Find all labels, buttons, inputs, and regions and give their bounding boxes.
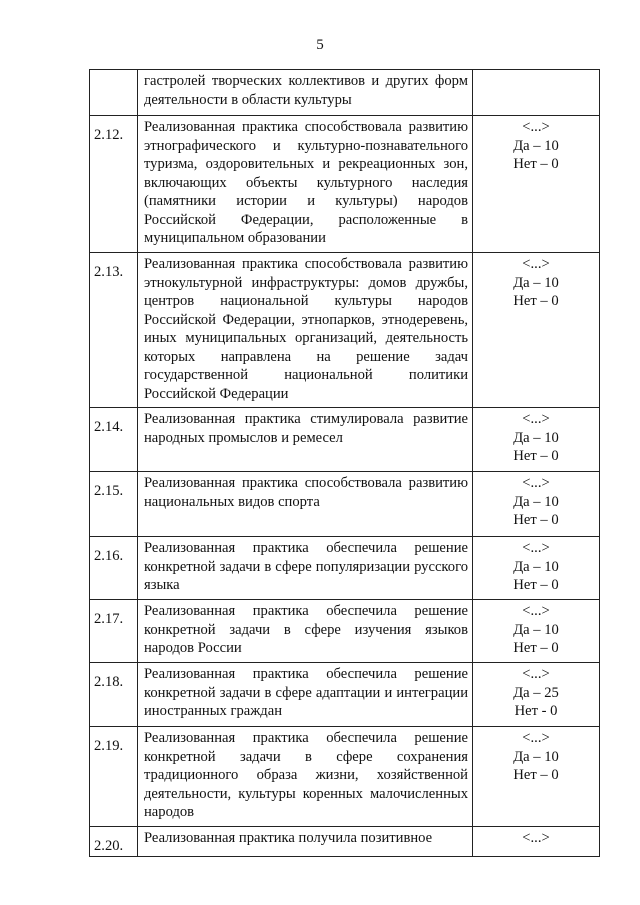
- score-no: Нет – 0: [513, 512, 559, 528]
- score-yes: Да – 10: [513, 493, 559, 510]
- table-row: [90, 727, 600, 827]
- table-row: [90, 827, 600, 857]
- row-number: 2.19.: [90, 727, 138, 827]
- row-number: 2.14.: [90, 408, 138, 472]
- row-description: Реализованная практика обеспечила решение конкретной задачи в сфере популяризации русского языка: [144, 540, 468, 593]
- score-yes: Да – 10: [513, 621, 559, 638]
- row-description: Реализованная практика обеспечила решение конкретной задачи в сфере изучения языков народов России: [144, 603, 468, 656]
- page-number: 5: [316, 37, 324, 53]
- score-no: Нет – 0: [513, 577, 559, 593]
- table-row: [90, 472, 600, 537]
- score-no: Нет – 0: [513, 156, 559, 172]
- score-placeholder: <...>: [522, 830, 550, 846]
- row-number: 2.15.: [90, 472, 138, 537]
- score-placeholder: <...>: [522, 540, 550, 556]
- row-score: [473, 727, 600, 827]
- score-placeholder: <...>: [522, 603, 550, 619]
- row-number: 2.17.: [90, 600, 138, 663]
- score-placeholder: <...>: [522, 119, 550, 135]
- row-number: 2.12.: [90, 116, 138, 253]
- row-description: Реализованная практика обеспечила решение конкретной задачи в сфере сохранения традиционного образа жизни, хозяйственной деятельности, культуры коренных малочисленных народов: [144, 730, 468, 820]
- row-score: [473, 663, 600, 727]
- table-row: [90, 70, 600, 116]
- score-placeholder: <...>: [522, 475, 550, 491]
- row-score: [473, 472, 600, 537]
- score-yes: Да – 25: [513, 684, 559, 701]
- row-description: Реализованная практика стимулировала развитие народных промыслов и ремесел: [144, 411, 468, 446]
- score-placeholder: <...>: [522, 666, 550, 682]
- table-row: [90, 253, 600, 408]
- row-score: [473, 408, 600, 472]
- row-description: Реализованная практика обеспечила решение конкретной задачи в сфере адаптации и интеграции иностранных граждан: [144, 666, 468, 719]
- row-description: Реализованная практика способствовала развитию этнографического и культурно-познавательного туризма, оздоровительных и рекреационных зон, включающих объекты культурного наследия (памятники истории и культуры) народов Российской Федерации, расположенные в муниципальном образовании: [144, 119, 468, 246]
- row-score: [473, 827, 600, 857]
- row-number: [90, 70, 138, 116]
- row-description: Реализованная практика способствовала развитию национальных видов спорта: [144, 475, 468, 510]
- table-row: [90, 663, 600, 727]
- table-row: [90, 116, 600, 253]
- score-yes: Да – 10: [513, 274, 559, 291]
- score-no: Нет – 0: [513, 293, 559, 309]
- row-score: [473, 537, 600, 600]
- table-row: [90, 600, 600, 663]
- row-number: 2.20.: [90, 827, 138, 857]
- row-number: 2.16.: [90, 537, 138, 600]
- row-number: 2.13.: [90, 253, 138, 408]
- table-row: [90, 408, 600, 472]
- score-no: Нет - 0: [514, 703, 558, 719]
- row-score: [473, 600, 600, 663]
- score-placeholder: <...>: [522, 730, 550, 746]
- score-no: Нет – 0: [513, 767, 559, 783]
- score-no: Нет – 0: [513, 640, 559, 656]
- criteria-table: [89, 69, 600, 857]
- score-yes: Да – 10: [513, 748, 559, 765]
- row-score: [473, 116, 600, 253]
- table-row: [90, 537, 600, 600]
- score-yes: Да – 10: [513, 137, 559, 154]
- score-yes: Да – 10: [513, 429, 559, 446]
- score-placeholder: <...>: [522, 411, 550, 427]
- row-number: 2.18.: [90, 663, 138, 727]
- row-description: Реализованная практика получила позитивное: [144, 830, 433, 846]
- row-score: [473, 253, 600, 408]
- row-score: [473, 70, 600, 116]
- score-yes: Да – 10: [513, 558, 559, 575]
- score-no: Нет – 0: [513, 448, 559, 464]
- score-placeholder: <...>: [522, 256, 550, 272]
- row-description: Реализованная практика способствовала развитию этнокультурной инфраструктуры: домов дружбы, центров национальной культуры народов Российской Федерации, этнопарков, этнодеревень, иных муниципальных организаций, деятельность которых направлена на решение задач государственной национальной политики Российской Федерации: [144, 256, 468, 402]
- row-description: гастролей творческих коллективов и других форм деятельности в области культуры: [144, 73, 468, 108]
